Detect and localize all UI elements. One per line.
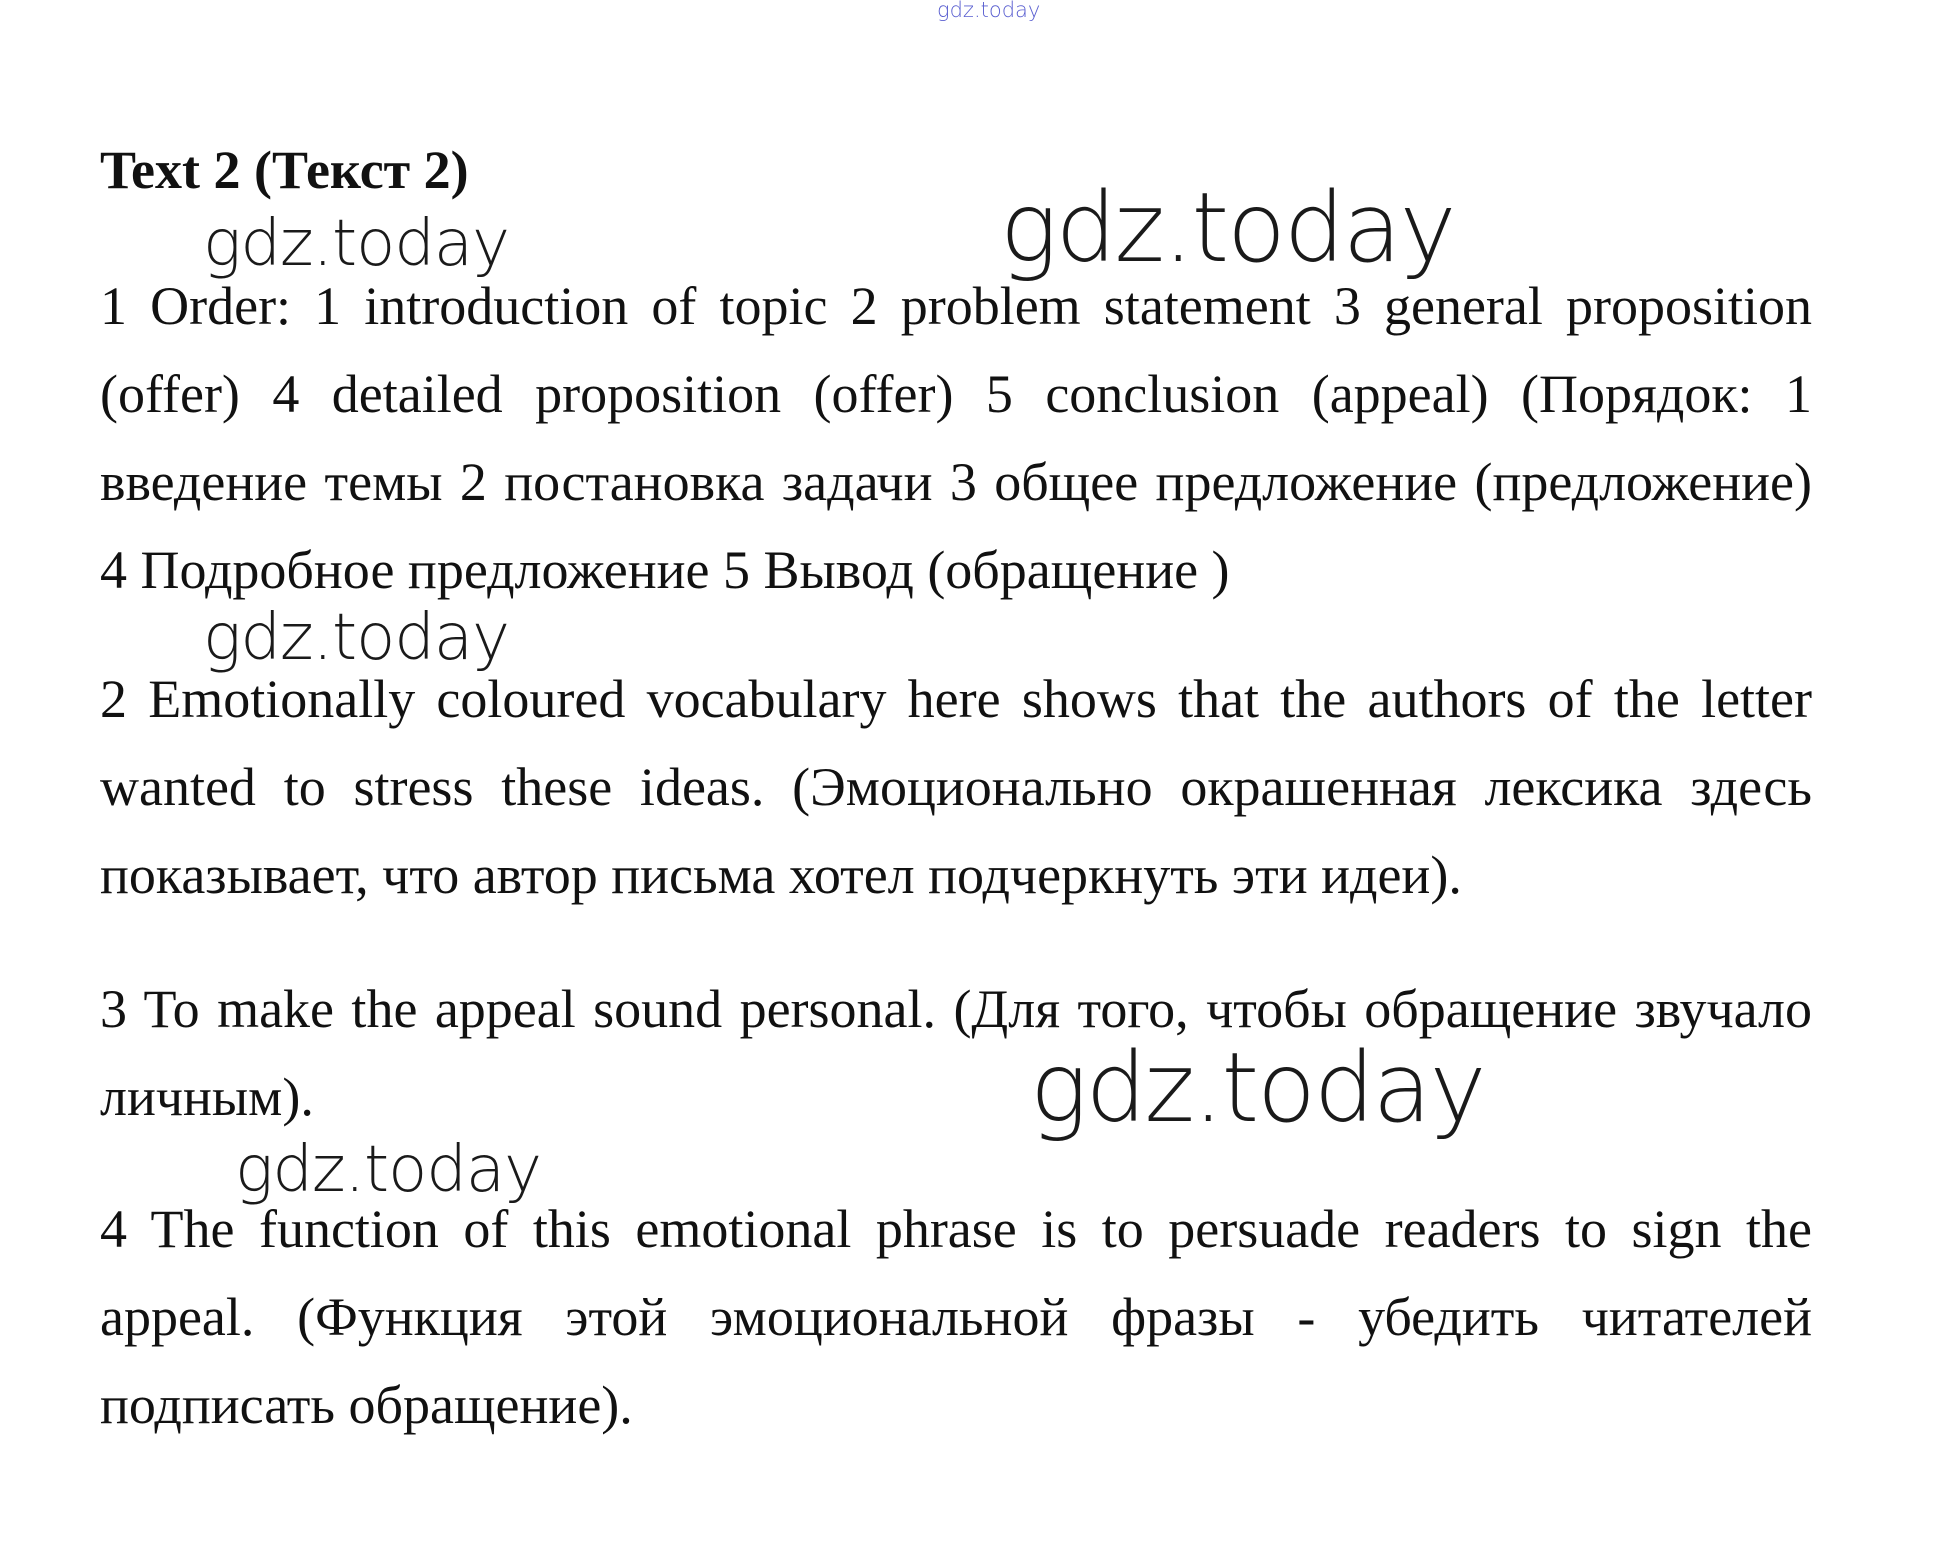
paragraph-2: 2 Emotionally coloured vocabulary here shows that the authors of the letter wanted to stress these ideas. (Эмоционально окрашенная лексика здесь показывает, что автор письма хотел подчеркнуть эти идеи). <box>100 669 1812 905</box>
page-title: Text 2 (Текст 2) <box>100 140 469 200</box>
watermark: gdz.today <box>1000 172 1455 284</box>
watermark: gdz.today <box>203 207 509 281</box>
paragraph-4: 4 The function of this emotional phrase is to persuade readers to sign the appeal. (Функция этой эмоциональной фразы - убедить читателей подписать обращение). <box>100 1199 1812 1435</box>
watermark: gdz.today <box>235 1133 541 1207</box>
watermark-top: gdz.today <box>937 0 1041 22</box>
paragraph-1: 1 Order: 1 introduction of topic 2 problem statement 3 general proposition (offer) 4 detailed proposition (offer) 5 conclusion (appeal) (Порядок: 1 введение темы 2 постановка задачи 3 общее предложение (предложение) 4 Подробное предложение 5 Вывод (обращение ) <box>100 276 1812 600</box>
paragraph-3: 3 To make the appeal sound personal. (Для того, чтобы обращение звучало личным). <box>100 979 1812 1127</box>
watermark: gdz.today <box>1030 1032 1485 1144</box>
watermark: gdz.today <box>203 601 509 675</box>
